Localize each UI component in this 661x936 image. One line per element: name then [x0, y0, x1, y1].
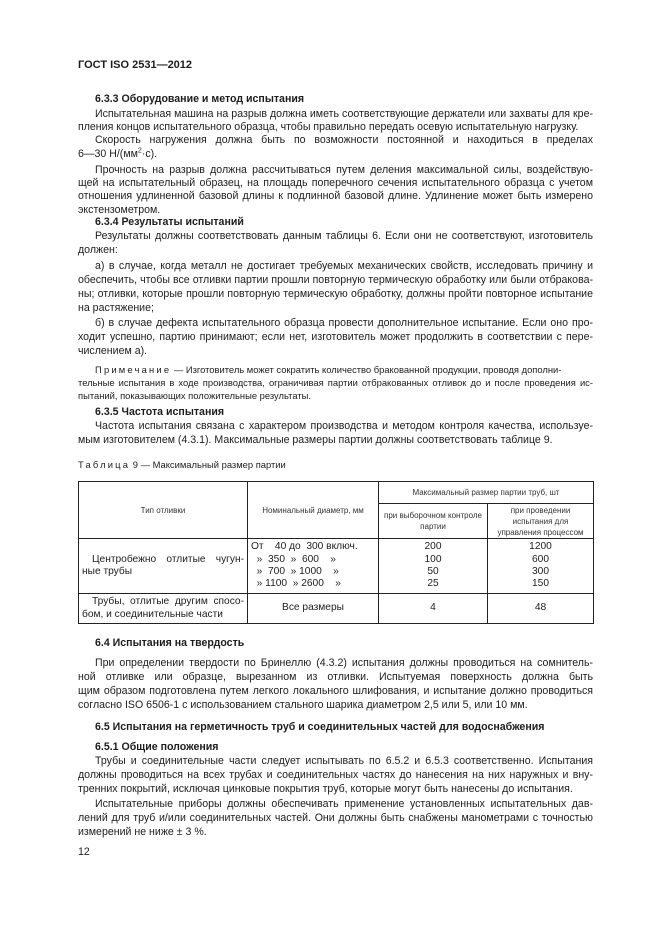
text-line: Скорость нагружения должна быть по возможности постоянной и находиться в пределах — [95, 134, 593, 146]
document-header: ГОСТ ISO 2531—2012 — [78, 59, 193, 71]
cell-diameter: Все размеры — [248, 594, 379, 624]
section-heading-6-5: 6.5 Испытания на герметичность труб и соединительных частей для водоснабжения — [95, 721, 545, 733]
text-line: на растяжение; — [78, 302, 154, 314]
text-line: щей на испытательный образец, на площадь поперечного сечения испытательного образца с учетом — [78, 177, 593, 189]
note-line — [95, 363, 593, 376]
unit-text: 6—30 Н/(мм — [78, 148, 138, 160]
note-line: пытаний, показывающих положительные результаты. — [78, 390, 311, 401]
section-heading-6-3-3: 6.3.3 Оборудование и метод испытания — [95, 93, 305, 105]
diameter-range: » 700 » 1000 » — [251, 566, 339, 577]
text-line: При определении твердости по Бринеллю (4.3.2) испытания должны проводиться на сомнитель- — [95, 657, 593, 669]
text-line: числением а). — [78, 345, 148, 357]
text-line: лений для труб и/или соединительных частей. Они должны быть снабжены манометрами с точностью — [78, 812, 593, 824]
header-process: при проведении испытания для управления процессом — [488, 504, 594, 539]
section-heading-6-3-4: 6.3.4 Результаты испытаний — [95, 216, 244, 228]
text-line: должны проводиться на всех трубах и соединительных частях до нанесения на них наружных и вну- — [78, 769, 593, 781]
text-line: отношения удлиненной базовой длины к подлинной базовой длине. Удлинение может быть измерено — [78, 190, 593, 202]
text-line: измерений не ниже ± 3 %. — [78, 826, 207, 838]
text-line: мым изготовителем (4.3.1). Максимальные размеры партии должны соответствовать таблице 9. — [78, 434, 553, 446]
cell-sampling: 4 — [379, 594, 488, 624]
text-line: Прочность на разрыв должна рассчитываться путем деления максимальной силы, воздействую- — [95, 164, 593, 176]
value: 100 — [424, 553, 442, 565]
text-line: Частота испытания связана с характером производства и методом контроля качества, используе- — [95, 420, 593, 432]
unit-tail: ·с). — [141, 148, 158, 160]
table-caption-text: 9 — Максимальный размер партии — [130, 459, 286, 470]
text-line: согласно ISO 6506-1 с использованием стального шарика диаметром 2,5 или 5, или 10 мм. — [78, 699, 528, 711]
table-row — [79, 594, 594, 624]
text-line: щим образом подготовлена путем легкого локального шлифования, и испытание должно проводиться — [78, 685, 593, 697]
text-line: Испытательная машина на разрыв должна иметь соответствующие держатели или захваты для кре- — [95, 108, 593, 120]
cell-diameter — [248, 539, 379, 594]
header-sampling: при выборочном контроле партии — [379, 504, 488, 539]
text-line: а) в случае, когда металл не достигает требуемых механических свойств, исследовать причину и — [95, 260, 593, 272]
text-line: Испытательные приборы должны обеспечивать применение установленных испытательных дав- — [95, 798, 593, 810]
value: 150 — [532, 578, 549, 590]
diameter-range: » 350 » 600 » — [251, 553, 336, 565]
text-line: тренних покрытий, исключая цинковые покрытия труб, которые могут быть нанесены до испытания. — [78, 783, 573, 795]
text-line — [78, 148, 593, 161]
cell-process: 48 — [488, 594, 594, 624]
text-line: б) в случае дефекта испытательного образца провести дополнительное испытание. Если оно про- — [95, 317, 593, 329]
value: 50 — [427, 566, 439, 577]
text-line: должен: — [78, 244, 118, 256]
value: 1200 — [529, 541, 552, 553]
table-caption — [78, 458, 593, 471]
value: 600 — [532, 553, 549, 565]
header-diameter: Номинальный диаметр, мм — [248, 482, 379, 539]
section-heading-6-4: 6.4 Испытания на твердость — [95, 637, 245, 649]
header-type: Тип отливки — [79, 482, 248, 539]
cell-sampling — [379, 539, 488, 594]
section-heading-6-3-5: 6.3.5 Частота испытания — [95, 406, 225, 418]
diameter-range: От 40 до 300 включ. — [251, 541, 358, 553]
page-number: 12 — [78, 846, 90, 858]
batch-size-table — [78, 481, 594, 624]
text-line: ходит успешно, партию принимают; если нет, изготовитель может продолжить в соответствии с пере- — [78, 331, 593, 343]
section-heading-6-5-1: 6.5.1 Общие положения — [95, 741, 219, 753]
text-line: Трубы и соединительные части следует испытывать по 6.5.2 и 6.5.3 соответственно. Испытания — [95, 755, 593, 767]
cell-type: Центробежно отлитые чугун-ные трубы — [79, 539, 248, 594]
text-line: ны; отливки, которые прошли повторную термическую обработку, должны пройти повторное испытание — [78, 288, 593, 300]
cell-process — [488, 539, 594, 594]
unit-superscript: 2 — [137, 147, 142, 155]
cell-type: Трубы, отлитые другим спосо-бом, и соединительные части — [79, 594, 248, 624]
value: 200 — [424, 541, 442, 553]
text-line: обеспечить, чтобы все отливки партии прошли повторную термическую обработку или были отбракова- — [78, 274, 593, 286]
note-line: тельные испытания в ходе производства, ограничивая партии отбракованных отливок до и после проведения ис- — [78, 377, 593, 388]
table-caption-label: Таблица — [78, 459, 131, 470]
note-text: — Изготовитель может сократить количество бракованной продукции, проводя дополни- — [171, 364, 562, 375]
text-line: пления концов испытательного образца, чтобы правильно передать осевую испытательную нагрузку. — [78, 121, 579, 133]
text-line: Результаты должны соответствовать данным таблицы 6. Если они не соответствуют, изготовитель — [95, 230, 593, 242]
text-line: экстензометром. — [78, 204, 161, 216]
header-max-batch: Максимальный размер партии труб, шт — [379, 482, 594, 504]
note-label: Примечание — [95, 364, 172, 375]
value: 25 — [427, 578, 439, 590]
text-line: ной отливке или образце, вырезанном из отливки. Испытуемая поверхность должна быть — [78, 671, 593, 683]
table-row — [79, 539, 594, 594]
diameter-range: » 1100 » 2600 » — [251, 578, 341, 590]
value: 300 — [532, 566, 549, 577]
